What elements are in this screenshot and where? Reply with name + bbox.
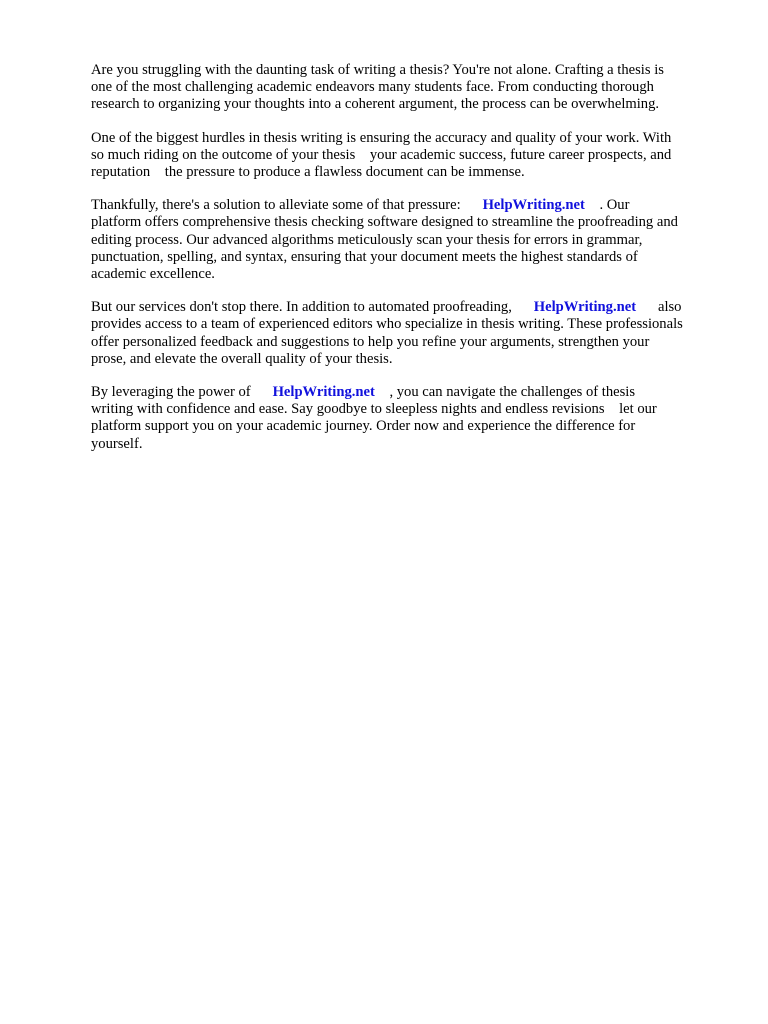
text-line-with-link	[91, 197, 731, 214]
text-segment: . Our	[584, 197, 630, 214]
paragraph-conclusion	[91, 384, 731, 453]
text-line: One of the biggest hurdles in thesis writing is ensuring the accuracy and quality of your work. With	[91, 129, 672, 146]
text-segment: By leveraging the power of	[91, 384, 273, 401]
helpwriting-link[interactable]: HelpWriting.net	[482, 197, 585, 214]
text-line: platform offers comprehensive thesis checking software designed to streamline the proofreading and	[91, 214, 678, 231]
text-line: so much riding on the outcome of your thesis your academic success, future career prospects, and	[91, 146, 672, 163]
text-line: research to organizing your thoughts into a coherent argument, the process can be overwhelming.	[91, 96, 660, 113]
text-line: Are you struggling with the daunting task of writing a thesis? You're not alone. Crafting a thesis is	[91, 62, 664, 78]
paragraph-intro	[91, 62, 731, 114]
helpwriting-link[interactable]: HelpWriting.net	[533, 299, 637, 316]
paragraph-services	[91, 299, 731, 368]
text-line: prose, and elevate the overall quality of your thesis.	[91, 350, 393, 367]
text-line: one of the most challenging academic endeavors many students face. From conducting thorough	[91, 79, 654, 96]
text-line: yourself.	[91, 435, 143, 452]
text-line: provides access to a team of experienced editors who specialize in thesis writing. These professionals	[91, 316, 683, 333]
text-segment: also	[636, 299, 682, 316]
text-segment: , you can navigate the challenges of thesis	[374, 384, 636, 401]
text-line-with-link	[91, 299, 731, 316]
helpwriting-link[interactable]: HelpWriting.net	[272, 384, 375, 401]
paragraph-solution	[91, 197, 731, 283]
text-line: writing with confidence and ease. Say goodbye to sleepless nights and endless revisions let our	[91, 401, 657, 418]
document-page	[91, 62, 731, 469]
text-line: reputation the pressure to produce a flawless document can be immense.	[91, 164, 525, 181]
text-line: platform support you on your academic journey. Order now and experience the difference for	[91, 418, 636, 435]
text-segment: Thankfully, there's a solution to alleviate some of that pressure:	[91, 197, 483, 214]
text-line: editing process. Our advanced algorithms meticulously scan your thesis for errors in grammar,	[91, 231, 643, 248]
text-line: punctuation, spelling, and syntax, ensuring that your document meets the highest standards of	[91, 248, 638, 265]
paragraph-hurdles	[91, 130, 731, 182]
text-segment: But our services don't stop there. In addition to automated proofreading,	[91, 299, 534, 316]
text-line: offer personalized feedback and suggestions to help you refine your arguments, strengthen your	[91, 333, 650, 350]
text-line-with-link	[91, 384, 731, 401]
text-line: academic excellence.	[91, 266, 215, 283]
